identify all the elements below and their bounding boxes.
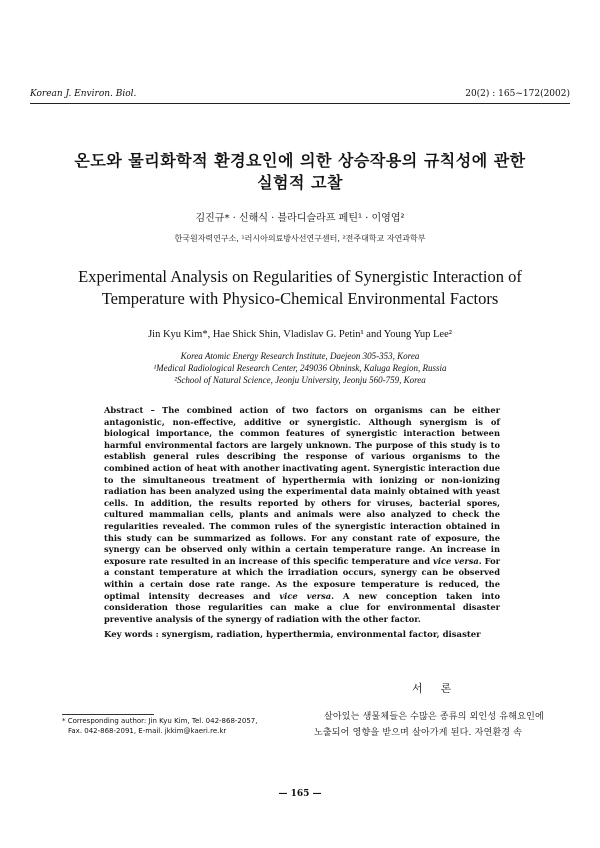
footnote-rule (62, 714, 154, 715)
english-affiliations (0, 350, 600, 386)
footnote (62, 717, 302, 736)
abstract-italic-1: vice versa (433, 555, 479, 566)
english-title-line-1: Experimental Analysis on Regularities of Synergistic Interaction of (78, 267, 522, 286)
english-title-line-2: Temperature with Physico-Chemical Environmental Factors (101, 289, 499, 308)
korean-authors: 김진규* · 신해식 · 블라디슬라프 페틴¹ · 이영엽² (195, 213, 405, 224)
abstract-part-3: . A new conception taken into consideration those regularities can make a clue for environmental disaster preventive analysis of the synergy of radiation with the other factor. (104, 590, 500, 624)
abstract-italic-2: vice versa (279, 590, 332, 601)
korean-title-line-1: 온도와 물리화학적 환경요인에 의한 상승작용의 규칙성에 관한 (74, 151, 526, 170)
affiliation-1: Korea Atomic Energy Research Institute, Daejeon 305-353, Korea (180, 351, 420, 361)
keywords: Key words : synergism, radiation, hyperthermia, environmental factor, disaster (104, 630, 481, 640)
english-title (0, 266, 600, 310)
abstract (104, 405, 500, 625)
abstract-part-1: Abstract – The combined action of two factors on organisms can be either antagonistic, non-effective, additive or synergistic. Although synergism is of biological importance, the common features of synergistic interaction between harmful environmental factors are largely unknown. The purpose of this study is to establish general rules describing the response of various organisms to the combined action of heat with another inactivating agent. Synergistic interaction due to the simultaneous treatment of hyperthermia with ionizing or non-ionizing radiation has been analyzed using the experimental data mainly obtained with yeast cells. In addition, the results reported by others for viruses, bacterial spores, cultured mammalian cells, plants and animals were also analyzed to check the regularities revealed. The common rules of the synergistic interaction obtained in this study can be summarized as follows. For any constant rate of exposure, the synergy can be observed only within a certain temperature range. An increase in exposure rate resulted in an increase of this specific temperature and (104, 405, 500, 566)
korean-title-line-2: 실험적 고찰 (257, 173, 343, 192)
body-paragraph: 살아있는 생물체들은 수많은 종류의 외인성 유해요인에 노출되어 영향을 받으며 살아가게 된다. 자연환경 속 (314, 712, 544, 738)
abstract-part-2: . For a constant temperature at which the irradiation occurs, synergy can be observed within a certain dose rate range. As the exposure temperature is reduced, the optimal intensity decreases and (104, 555, 501, 601)
page-number: — 165 — (278, 789, 322, 799)
korean-title (0, 150, 600, 194)
footnote-line-1: * Corresponding author: Jin Kyu Kim, Tel. 042-868-2057, (62, 717, 258, 725)
korean-affiliations: 한국원자력연구소, ¹러시아의료방사선연구센터, ²전주대학교 자연과학부 (174, 234, 426, 243)
journal-name: Korean J. Environ. Biol. (30, 89, 137, 99)
section-heading: 서론 (412, 682, 470, 695)
citation: 20(2) : 165~172(2002) (465, 89, 570, 99)
english-authors: Jin Kyu Kim*, Hae Shick Shin, Vladislav G. Petin¹ and Young Yup Lee² (148, 329, 452, 340)
affiliation-2: ¹Medical Radiological Research Center, 249036 Obninsk, Kaluga Region, Russia (153, 363, 447, 373)
affiliation-3: ²School of Natural Science, Jeonju University, Jeonju 560-759, Korea (174, 375, 426, 385)
header-rule (30, 103, 570, 104)
footnote-line-2: Fax. 042-868-2091, E-mail. jkkim@kaeri.re.kr (68, 726, 227, 735)
